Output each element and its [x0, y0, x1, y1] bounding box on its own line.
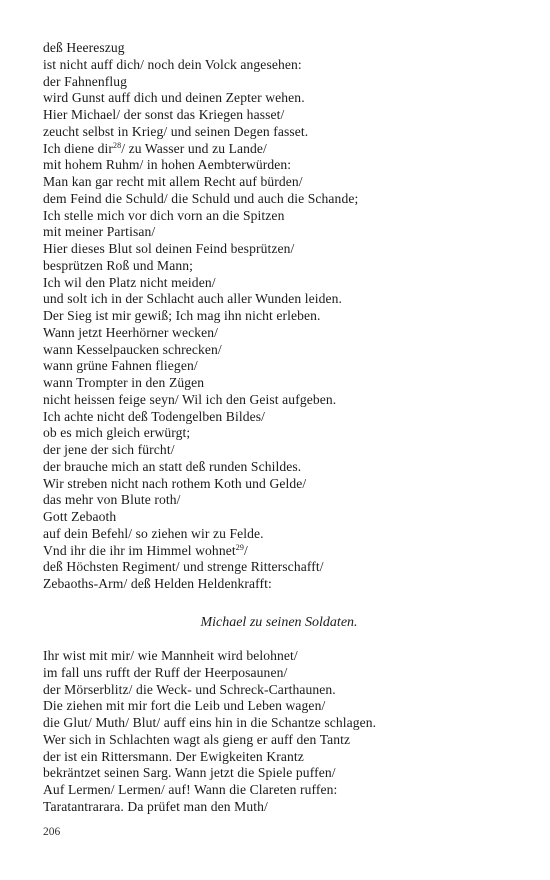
- verse-line: [43, 799, 513, 816]
- verse-line: [43, 342, 513, 359]
- verse-line-text: dem Feind die Schuld/ die Schuld und auch die Schande;: [43, 190, 359, 206]
- verse-line: [43, 765, 513, 782]
- verse-line-continuation: / zu Wasser und zu Lande/: [121, 140, 267, 156]
- verse-line: [43, 141, 513, 158]
- verse-line: [43, 241, 513, 258]
- verse-line: [43, 325, 513, 342]
- verse-block-1: [43, 40, 513, 593]
- verse-line-continuation: /: [243, 542, 248, 558]
- verse-line-text: der Mörserblitz/ die Weck- und Schreck-Carthaunen.: [43, 681, 336, 697]
- verse-line: [43, 174, 513, 191]
- verse-line-text: ist nicht auff dich/ noch dein Volck angesehen:: [43, 56, 302, 72]
- verse-line: [43, 208, 513, 225]
- verse-line: [43, 682, 513, 699]
- footnote-marker: 29: [235, 542, 244, 552]
- verse-line-text: besprützen Roß und Mann;: [43, 257, 194, 273]
- verse-line: [43, 107, 513, 124]
- verse-line: [43, 665, 513, 682]
- verse-line-text: Auf Lermen/ Lermen/ auf! Wann die Clareten ruffen:: [43, 782, 338, 797]
- verse-line-text: Wir streben nicht nach rothem Koth und Gelde/: [43, 475, 307, 491]
- verse-line: [43, 375, 513, 392]
- verse-line-text: Taratantrarara. Da prüfet man den Muth/: [43, 798, 268, 814]
- verse-line-text: mit hohem Ruhm/ in hohen Aembterwürden:: [43, 157, 292, 173]
- verse-line: [43, 526, 513, 543]
- verse-line: [43, 425, 513, 442]
- verse-line-text: Gott Zebaoth: [43, 509, 117, 524]
- verse-line-text: Man kan gar recht mit allem Recht auf bürden/: [43, 174, 303, 189]
- verse-line-text: wird Gunst auff dich und deinen Zepter wehen.: [43, 90, 305, 106]
- verse-line: [43, 124, 513, 141]
- verse-line: [43, 543, 513, 560]
- verse-line-text: und solt ich in der Schlacht auch aller Wunden leiden.: [43, 291, 343, 307]
- verse-line-text: Hier Michael/ der sonst das Kriegen hasset/: [43, 107, 285, 122]
- verse-line-text: Zebaoths-Arm/ deß Helden Heldenkrafft:: [43, 576, 272, 591]
- verse-line-text: wann grüne Fahnen fliegen/: [43, 358, 198, 374]
- verse-line: [43, 191, 513, 208]
- verse-line: [43, 732, 513, 749]
- verse-line: [43, 157, 513, 174]
- verse-line-text: wann Kesselpaucken schrecken/: [43, 341, 222, 357]
- verse-line: [43, 782, 513, 799]
- verse-line-text: deß Höchsten Regiment/ und strenge Ritterschafft/: [43, 559, 324, 575]
- verse-line: [43, 258, 513, 275]
- verse-line: [43, 90, 513, 107]
- verse-line-text: auf dein Befehl/ so ziehen wir zu Felde.: [43, 525, 264, 541]
- verse-line-text: bekräntzet seinen Sarg. Wann jetzt die Spiele puffen/: [43, 765, 336, 781]
- verse-line-text: Ich wil den Platz nicht meiden/: [43, 274, 216, 290]
- verse-line-text: Vnd ihr die ihr im Himmel wohnet: [43, 542, 236, 558]
- verse-line: [43, 698, 513, 715]
- verse-line-text: Hier dieses Blut sol deinen Feind besprützen/: [43, 241, 295, 256]
- verse-line-text: Der Sieg ist mir gewiß; Ich mag ihn nicht erleben.: [43, 308, 321, 323]
- verse-line: [43, 57, 513, 74]
- page-number: 206: [43, 826, 61, 838]
- verse-line-text: nicht heissen feige seyn/ Wil ich den Geist aufgeben.: [43, 391, 337, 407]
- verse-line: [43, 648, 513, 665]
- verse-line: [43, 559, 513, 576]
- verse-line-text: das mehr von Blute roth/: [43, 492, 181, 508]
- verse-line-text: ob es mich gleich erwürgt;: [43, 425, 191, 441]
- section-heading: Michael zu seinen Soldaten.: [200, 615, 358, 630]
- verse-line: [43, 509, 513, 526]
- verse-line: [43, 442, 513, 459]
- verse-line-text: der ist ein Rittersmann. Der Ewigkeiten Krantz: [43, 748, 304, 764]
- verse-line-text: der Fahnenflug: [43, 73, 128, 89]
- verse-line: [43, 358, 513, 375]
- verse-line: [43, 224, 513, 241]
- verse-line: [43, 74, 513, 91]
- verse-line-text: Wann jetzt Heerhörner wecken/: [43, 324, 219, 340]
- verse-line-text: Ich achte nicht deß Todengelben Bildes/: [43, 408, 266, 424]
- verse-line-text: Wer sich in Schlachten wagt als gieng er auff den Tantz: [43, 731, 351, 747]
- verse-line-text: mit meiner Partisan/: [43, 224, 156, 240]
- verse-line: [43, 308, 513, 325]
- verse-line: [43, 749, 513, 766]
- verse-line-text: zeucht selbst in Krieg/ und seinen Degen fasset.: [43, 123, 309, 139]
- verse-line: [43, 40, 513, 57]
- verse-line-text: wann Trompter in den Zügen: [43, 375, 205, 390]
- verse-line: [43, 476, 513, 493]
- verse-line-text: im fall uns rufft der Ruff der Heerposaunen/: [43, 664, 288, 680]
- verse-line-text: Ich diene dir: [43, 140, 113, 156]
- verse-line-text: Ich stelle mich vor dich vorn an die Spitzen: [43, 207, 285, 223]
- verse-line-text: die Glut/ Muth/ Blut/ auff eins hin in die Schantze schlagen.: [43, 715, 377, 730]
- verse-line: [43, 459, 513, 476]
- verse-line: [43, 291, 513, 308]
- verse-line-text: der jene der sich fürcht/: [43, 442, 175, 457]
- verse-line-text: Die ziehen mit mir fort die Leib und Leben wagen/: [43, 698, 326, 714]
- verse-line: [43, 392, 513, 409]
- verse-line: [43, 409, 513, 426]
- verse-block-2: [43, 648, 513, 816]
- verse-line-text: Ihr wist mit mir/ wie Mannheit wird belohnet/: [43, 648, 298, 663]
- verse-line: [43, 275, 513, 292]
- verse-line-text: der brauche mich an statt deß runden Schildes.: [43, 458, 302, 474]
- verse-line: [43, 576, 513, 593]
- verse-line: [43, 715, 513, 732]
- verse-line: [43, 492, 513, 509]
- footnote-marker: 28: [113, 140, 122, 150]
- verse-line-text: deß Heereszug: [43, 40, 125, 55]
